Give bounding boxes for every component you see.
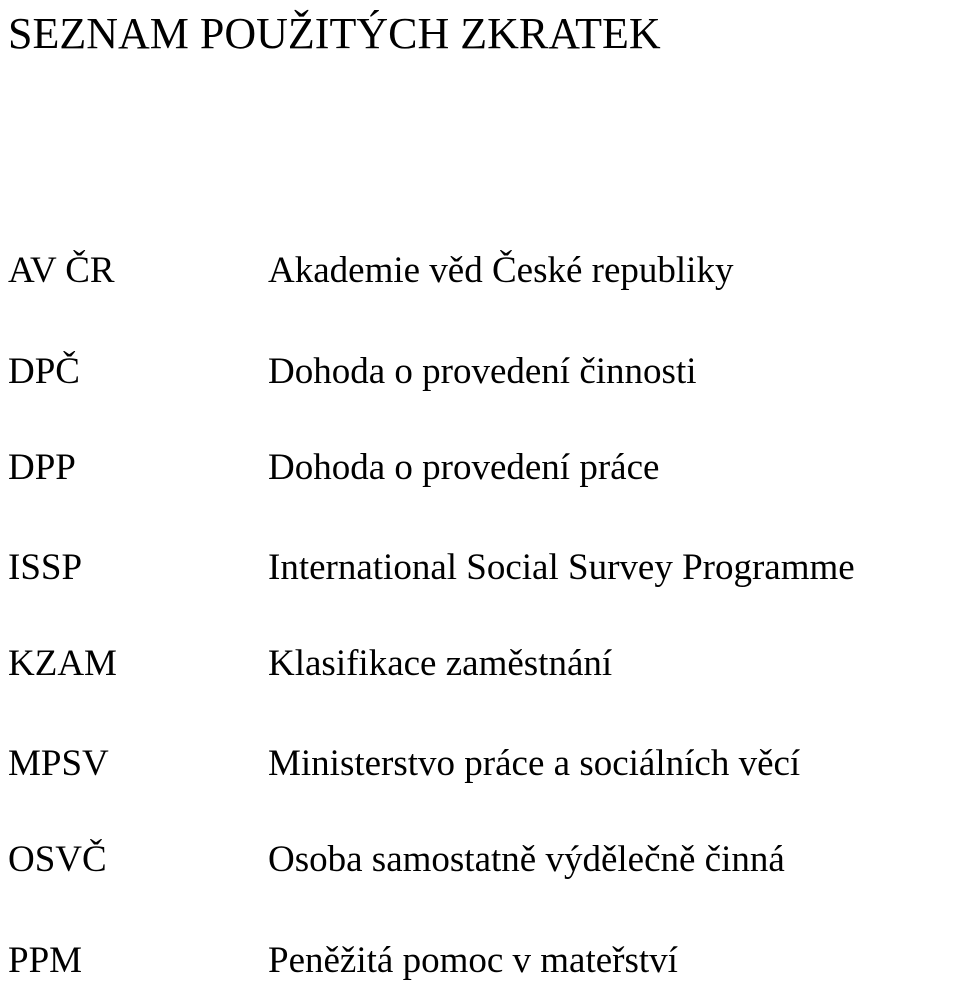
abbreviation-meaning: Peněžitá pomoc v mateřství — [268, 940, 678, 981]
abbreviation-code: AV ČR — [8, 250, 115, 291]
abbreviation-meaning: Klasifikace zaměstnání — [268, 643, 613, 684]
abbreviation-meaning: International Social Survey Programme — [268, 547, 855, 588]
page-title: SEZNAM POUŽITÝCH ZKRATEK — [8, 9, 661, 58]
abbreviation-code: DPČ — [8, 351, 80, 392]
abbreviation-row — [0, 438, 960, 498]
abbreviation-code: PPM — [8, 940, 83, 981]
abbreviation-code: KZAM — [8, 643, 117, 684]
abbreviation-code: OSVČ — [8, 839, 107, 880]
abbreviation-row — [0, 830, 960, 890]
abbreviation-code: MPSV — [8, 743, 109, 784]
abbreviation-meaning: Osoba samostatně výdělečně činná — [268, 839, 785, 880]
abbreviation-row — [0, 342, 960, 402]
abbreviation-meaning: Ministerstvo práce a sociálních věcí — [268, 743, 801, 784]
abbreviation-code: DPP — [8, 447, 76, 488]
abbreviation-meaning: Dohoda o provedení činnosti — [268, 351, 697, 392]
abbreviation-row — [0, 734, 960, 794]
abbreviation-meaning: Dohoda o provedení práce — [268, 447, 660, 488]
abbreviation-row — [0, 538, 960, 598]
abbreviation-row — [0, 241, 960, 301]
abbreviation-row — [0, 931, 960, 991]
abbreviation-meaning: Akademie věd České republiky — [268, 250, 734, 291]
abbreviation-row — [0, 634, 960, 694]
abbreviation-code: ISSP — [8, 547, 83, 588]
